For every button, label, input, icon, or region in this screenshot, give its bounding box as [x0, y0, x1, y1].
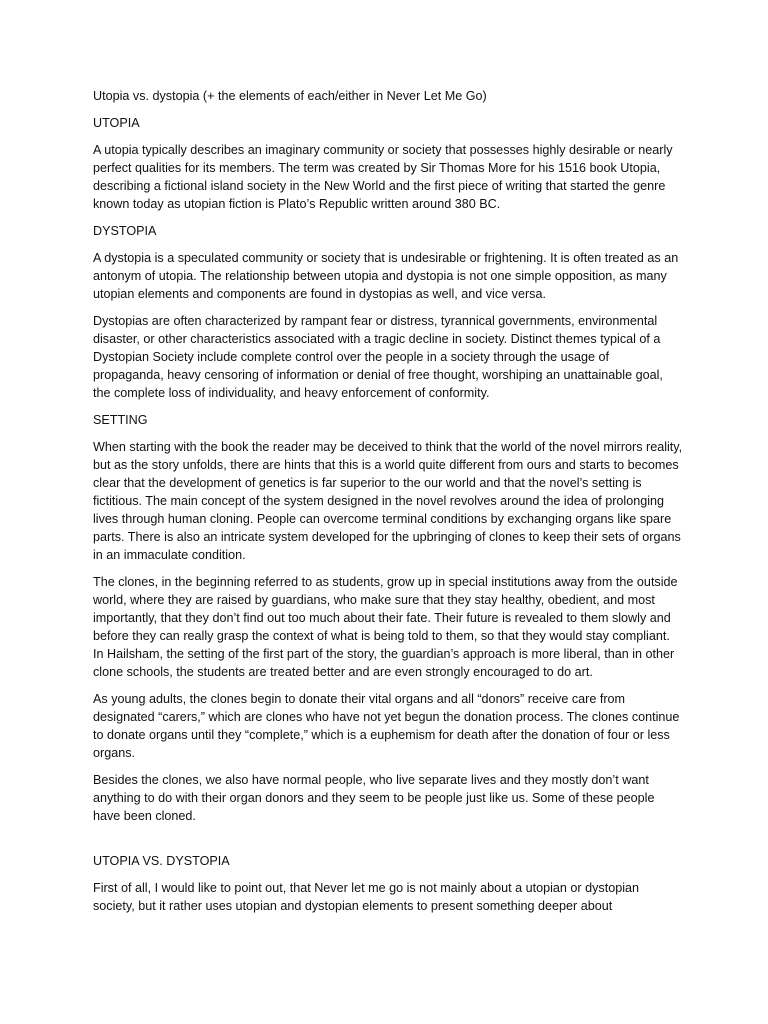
paragraph-setting-clones: The clones, in the beginning referred to as students, grow up in special institutions away from the outside world, where they are raised by guardians, who make sure that they stay healthy, obedient, and most importantly, that they don’t find out too much about their fate. Their future is revealed to them slowly and before they can really grasp the context of what is being told to them, so that they would stay compliant. In Hailsham, the setting of the first part of the story, the guardian’s approach is more liberal, than in other clone schools, the students are treated better and are even strongly encouraged to do art.: [93, 575, 678, 679]
paragraph-setting-normal-people: Besides the clones, we also have normal people, who live separate lives and they mostly don’t want anything to do with their organ donors and they seem to be people just like us. Some of these people have been cloned.: [93, 773, 655, 823]
section-heading-setting: SETTING: [93, 413, 148, 427]
blank-line: [93, 834, 683, 852]
section-heading-dystopia: DYSTOPIA: [93, 224, 157, 238]
document-title: Utopia vs. dystopia (+ the elements of each/either in Never Let Me Go): [93, 89, 487, 103]
paragraph-setting-donors: As young adults, the clones begin to donate their vital organs and all “donors” receive care from designated “carers,” which are clones who have not yet begun the donation process. The clones continue to donate organs until they “complete,” which is a euphemism for death after the donation of four or less organs.: [93, 692, 680, 760]
section-heading-utopia-vs-dystopia: UTOPIA VS. DYSTOPIA: [93, 854, 230, 868]
paragraph-dystopia-definition: A dystopia is a speculated community or society that is undesirable or frightening. It is often treated as an antonym of utopia. The relationship between utopia and dystopia is not one simple opposition, as many utopian elements and components are found in dystopias as well, and vice versa.: [93, 251, 679, 301]
document-body: [93, 87, 683, 924]
section-heading-utopia: UTOPIA: [93, 116, 140, 130]
paragraph-utopia-vs-dystopia: First of all, I would like to point out, that Never let me go is not mainly about a utopian or dystopian society, but it rather uses utopian and dystopian elements to present something deeper about: [93, 881, 640, 913]
paragraph-dystopia-characteristics: Dystopias are often characterized by rampant fear or distress, tyrannical governments, environmental disaster, or other characteristics associated with a tragic decline in society. Distinct themes typical of a Dystopian Society include complete control over the people in a society through the usage of propaganda, heavy censoring of information or denial of free thought, worshiping an unattainable goal, the complete loss of individuality, and heavy enforcement of conformity.: [93, 314, 663, 400]
paragraph-setting-intro: When starting with the book the reader may be deceived to think that the world of the novel mirrors reality, but as the story unfolds, there are hints that this is a world quite different from ours and starts to becomes clear that the development of genetics is far superior to the our world and that the novel’s setting is fictitious. The main concept of the system designed in the novel revolves around the idea of prolonging lives through human cloning. People can overcome terminal conditions by exchanging organs like spare parts. There is also an intricate system developed for the upbringing of clones to keep their sets of organs in an immaculate condition.: [93, 440, 683, 562]
paragraph-utopia-definition: A utopia typically describes an imaginary community or society that possesses highly desirable or nearly perfect qualities for its members. The term was created by Sir Thomas More for his 1516 book Utopia, describing a fictional island society in the New World and the first piece of writing that started the genre known today as utopian fiction is Plato’s Republic written around 380 BC.: [93, 143, 673, 211]
